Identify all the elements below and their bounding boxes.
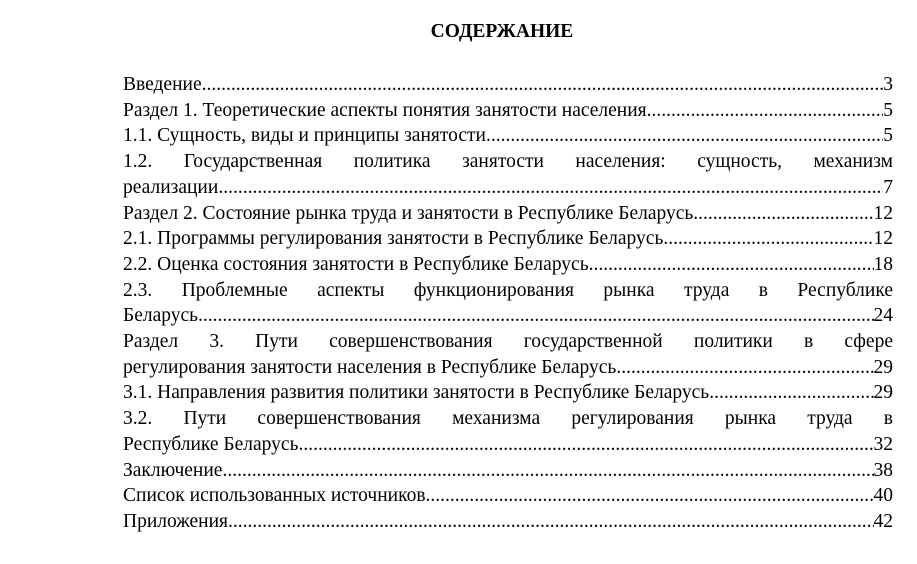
toc-page-number: 5	[883, 99, 893, 121]
toc-entry-label: Список использованных источников	[123, 485, 426, 507]
toc-page-number: 24	[873, 305, 893, 327]
dot-leader	[709, 380, 873, 406]
dot-leader	[486, 123, 883, 149]
dot-leader	[616, 355, 873, 381]
toc-page-number: 18	[873, 253, 893, 275]
dot-leader	[218, 175, 883, 201]
toc-entry-label-line1: 3.2. Пути совершенствования механизма регулирования рынка труда в	[123, 408, 893, 430]
toc-entry-appendices	[123, 509, 893, 535]
toc-page-number: 7	[883, 176, 893, 198]
dot-leader	[589, 252, 874, 278]
toc-page-number: 3	[883, 74, 893, 95]
toc-entry-1-2	[123, 149, 893, 200]
toc-page-number: 29	[873, 356, 893, 378]
toc-entry-line2	[123, 355, 893, 381]
toc-entry-label-line2: регулирования занятости населения в Республике Беларусь	[123, 356, 617, 378]
toc-entry-2-1	[123, 226, 893, 252]
dot-leader	[222, 458, 873, 484]
toc-page-number: 42	[873, 510, 893, 532]
toc-entry-section-2	[123, 201, 893, 227]
toc-entry-2-2	[123, 252, 893, 278]
toc-entry-references	[123, 483, 893, 509]
dot-leader	[426, 483, 874, 509]
dot-leader	[663, 226, 873, 252]
dot-leader	[202, 72, 884, 98]
toc-entry-label: Введение	[123, 74, 202, 95]
toc-entry-label-line1: Раздел 3. Пути совершенствования государственной политики в сфере	[123, 331, 893, 353]
toc-entry-label: 2.1. Программы регулирования занятости в Республике Беларусь	[123, 228, 664, 250]
toc-entry-line2	[123, 175, 893, 201]
toc-entry-1-1	[123, 123, 893, 149]
toc-entry-label-line2: Республике Беларусь	[123, 433, 299, 455]
dot-leader	[693, 201, 873, 227]
toc-entry-label-line1: 1.2. Государственная политика занятости населения: сущность, механизм	[123, 151, 893, 173]
dot-leader	[198, 303, 873, 329]
toc-page-number: 5	[883, 125, 893, 147]
dot-leader	[298, 432, 873, 458]
page-title: СОДЕРЖАНИЕ	[430, 21, 574, 42]
dot-leader	[228, 509, 874, 535]
toc-entry-label: 1.1. Сущность, виды и принципы занятости	[123, 125, 486, 147]
toc-entry-conclusion	[123, 458, 893, 484]
toc-entry-label: Раздел 1. Теоретические аспекты понятия занятости населения	[123, 99, 647, 121]
toc-page-number: 12	[873, 228, 893, 250]
toc-entry-label: 3.1. Направления развития политики занятости в Республике Беларусь	[123, 382, 710, 404]
table-of-contents	[123, 72, 893, 535]
toc-entry-label-line1: 2.3. Проблемные аспекты функционирования рынка труда в Республике	[123, 279, 893, 301]
toc-entry-section-3	[123, 329, 893, 380]
toc-entry-3-2	[123, 406, 893, 457]
toc-page-number: 40	[873, 485, 893, 507]
toc-entry-line2	[123, 303, 893, 329]
toc-entry-label-line2: реализации	[123, 176, 219, 198]
dot-leader	[647, 98, 884, 124]
toc-page-number: 32	[873, 433, 893, 455]
toc-entry-label: Раздел 2. Состояние рынка труда и занятости в Республике Беларусь	[123, 202, 694, 224]
toc-entry-label: 2.2. Оценка состояния занятости в Республике Беларусь	[123, 253, 589, 275]
toc-entry-section-1	[123, 98, 893, 124]
toc-entry-line2	[123, 432, 893, 458]
toc-page-number: 38	[873, 459, 893, 481]
toc-entry-label-line2: Беларусь	[123, 305, 199, 327]
toc-entry-label: Заключение	[123, 459, 223, 481]
toc-entry-3-1	[123, 380, 893, 406]
toc-entry-introduction	[123, 72, 893, 98]
toc-page-number: 29	[873, 382, 893, 404]
toc-page-number: 12	[873, 202, 893, 224]
toc-entry-2-3	[123, 278, 893, 329]
toc-entry-label: Приложения	[123, 510, 228, 532]
